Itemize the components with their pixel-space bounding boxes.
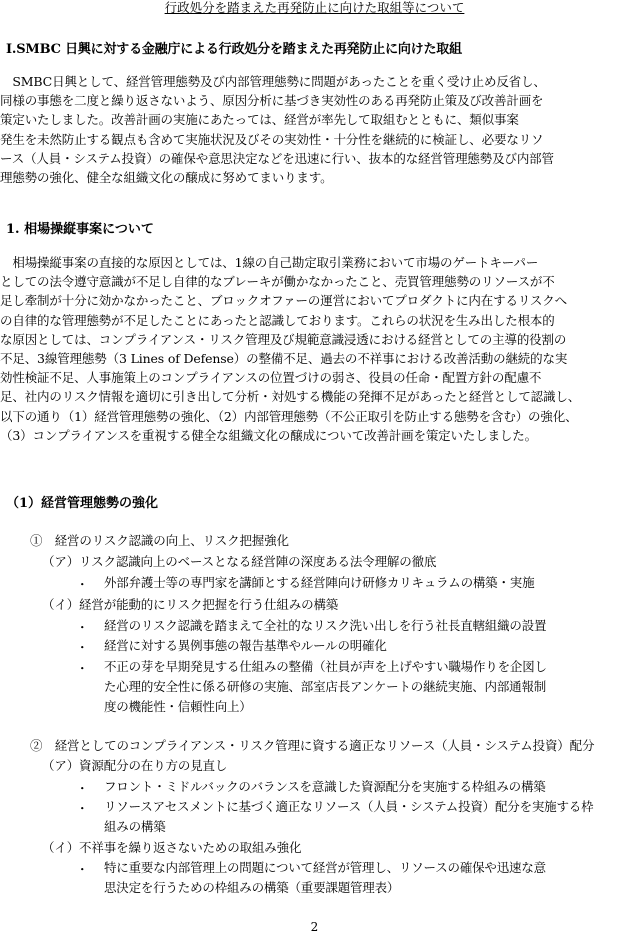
item-heading: 1. 相場操縦事案について	[6, 222, 154, 237]
text-line: 外部弁護士等の専門家を講師とする経営陣向け研修カリキュラムの構築・実施	[104, 575, 535, 590]
section-heading: Ⅰ.SMBC 日興に対する金融庁による行政処分を踏まえた再発防止に向けた取組	[6, 42, 462, 57]
text-line: 特に重要な内部管理上の問題について経営が管理し、リソースの確保や迅速な意	[104, 860, 546, 875]
bullet-item	[104, 777, 624, 797]
text-line: ース（人員・システム投資）の確保や意思決定などを迅速に行い、抜本的な経営管理態勢及び内部管	[0, 150, 554, 166]
page-title: 行政処分を踏まえた再発防止に向けた取組等について	[164, 0, 465, 15]
bullet-item	[104, 636, 624, 656]
text-line: リソースアセスメントに基づく適正なリソース（人員・システム投資）配分を実施する枠	[104, 799, 594, 814]
bullet-item	[104, 797, 624, 837]
page-number: 2	[310, 920, 319, 934]
text-line: な原因としては、コンプライアンス・リスク管理及び規範意識浸透における経営としての主導的役割の	[0, 331, 567, 347]
text-line: フロント・ミドルバックのバランスを意識した資源配分を実施する枠組みの構築	[104, 779, 546, 794]
text-line: 経営に対する異例事態の報告基準やルールの明確化	[104, 638, 387, 653]
point-heading: ② 経営としてのコンプライアンス・リスク管理に資する適正なリソース（人員・システム投資）配分	[30, 738, 595, 753]
sub-point-heading: （ア）リスク認識向上のベースとなる経営陣の深度ある法令理解の徹底	[42, 554, 437, 569]
text-line: としての法令遵守意識が不足し自律的なブレーキが働かなかったこと、売買管理態勢のリソースが不	[0, 274, 555, 290]
sub-point-heading: （イ）経営が能動的にリスク把握を行う仕組みの構築	[42, 597, 339, 612]
bullet-item	[104, 616, 624, 636]
text-line: 足、社内のリスク情報を適切に引き出して分析・対処する機能の発揮不足があったと経営として認識し、	[0, 389, 581, 405]
subsection-heading: （1）経営管理態勢の強化	[6, 496, 159, 511]
item-body-paragraph	[0, 253, 628, 445]
text-line: 足し牽制が十分に効かなかったこと、ブロックオファーの運営においてプロダクトに内在するリスクへ	[0, 293, 567, 309]
text-line: 以下の通り（1）経営管理態勢の強化、（2）内部管理態勢（不公正取引を防止する態勢を含む）の強化、	[0, 408, 578, 424]
text-line: 効性検証不足、人事施策上のコンプライアンスの位置づけの弱さ、役員の任命・配置方針の配慮不	[0, 370, 542, 386]
intro-paragraph	[0, 72, 628, 187]
sub-point-heading: （イ）不祥事を繰り返さないための取組み強化	[42, 840, 302, 855]
bullet-item	[104, 573, 624, 593]
point-heading: ① 経営のリスク認識の向上、リスク把握強化	[30, 533, 289, 548]
text-line: （3）コンプライアンスを重視する健全な組織文化の醸成について改善計画を策定いたしました。	[0, 427, 537, 443]
text-line: た心理的安全性に係る研修の実施、部室店長アンケートの継続実施、内部通報制	[104, 678, 547, 694]
text-line: 度の機能性・信頼性向上）	[104, 698, 252, 714]
text-line: 組みの構築	[104, 818, 166, 834]
text-line: 相場操縦事案の直接的な原因としては、1線の自己勘定取引業務において市場のゲートキーパー	[0, 255, 539, 270]
bullet-item	[104, 657, 624, 716]
text-line: 同様の事態を二度と繰り返さないよう、原因分析に基づき実効性のある再発防止策及び改善計画を	[0, 93, 544, 109]
text-line: SMBC日興として、経営管理態勢及び内部管理態勢に問題があったことを重く受け止め反省し、	[0, 74, 546, 89]
text-line: 思決定を行うための枠組みの構築（重要課題管理表）	[104, 879, 400, 895]
bullet-marker: ・	[76, 640, 89, 655]
sub-point-heading: （ア）資源配分の在り方の見直し	[42, 758, 228, 773]
bullet-marker: ・	[76, 862, 89, 877]
bullet-marker: ・	[76, 577, 89, 592]
bullet-item	[104, 858, 624, 898]
text-line: 経営のリスク認識を踏まえて全社的なリスク洗い出しを行う社長直轄組織の設置	[104, 618, 547, 633]
bullet-marker: ・	[76, 801, 89, 816]
text-line: 発生を未然防止する観点も含めて実施状況及びその実効性・十分性を継続的に検証し、必要なリソ	[0, 131, 544, 147]
text-line: 不足、3線管理態勢（3 Lines of Defense）の整備不足、過去の不祥事における改善活動の継続的な実	[0, 350, 568, 366]
bullet-marker: ・	[76, 620, 89, 635]
text-line: の自律的な管理態勢が不足したことにあったと認識しております。これらの状況を生み出した根本的	[0, 312, 555, 328]
bullet-marker: ・	[76, 781, 89, 796]
bullet-marker: ・	[76, 661, 89, 676]
text-line: 理態勢の強化、健全な組織文化の醸成に努めてまいります。	[0, 169, 333, 185]
text-line: 策定いたしました。改善計画の実施にあたっては、経営が率先して取組むとともに、類似事案	[0, 112, 519, 128]
text-line: 不正の芽を早期発見する仕組みの整備（社員が声を上げやすい職場作りを企図し	[104, 659, 547, 674]
